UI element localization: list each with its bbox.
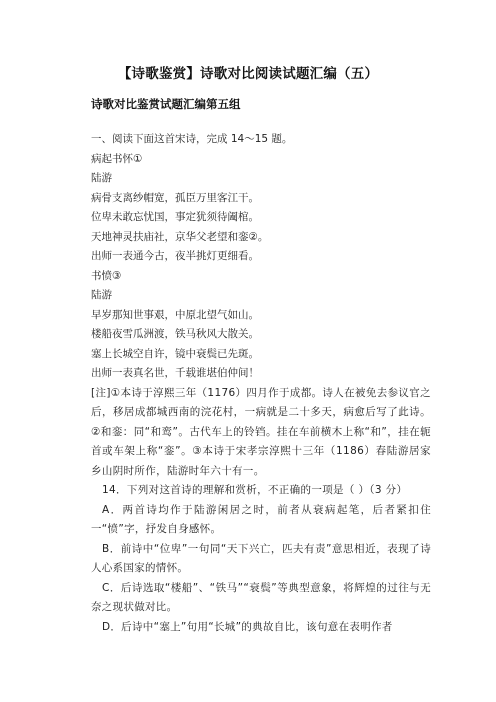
poem2-line: 出师一表真名世，千载谁堪伯仲间！ (91, 367, 259, 379)
annotation-note: [注]①本诗于淳熙三年（1176）四月作于成都。诗人在被免去参议官之后，移居成都城西南的浣花村，一病就是二十多天，病愈后写了此诗。②和銮：同“和鸾”。古代车上的铃铛。挂在车前横木上称“和”，挂在轭首或车架上称“銮”。③本诗于宋孝宗淳熙十三年（1186）春陆游居家乡山阴时所作，陆游时年六十有一。 (91, 386, 431, 477)
poem1-line: 天地神灵扶庙社，京华父老望和銮②。 (91, 230, 269, 243)
poem1-line: 出师一表通今古，夜半挑灯更细看。 (91, 250, 259, 262)
poem2-author: 陆游 (91, 289, 112, 301)
question-text: 14．下列对这首诗的理解和赏析，不正确的一项是（ ）（3 分） (102, 484, 408, 496)
section-subtitle: 诗歌对比鉴赏试题汇编第五组 (91, 97, 241, 111)
poem2-line: 塞上长城空自许，镜中衰鬓已先斑。 (91, 347, 259, 360)
option-c: C．后诗选取“楼船”、“铁马”“衰鬓”等典型意象，将辉煌的过往与无奈之现状做对比。 (91, 581, 431, 613)
option-d: D．后诗中“塞上”句用“长城”的典故自比，该句意在表明作者 (102, 620, 393, 633)
poem1-line: 病骨支离纱帽宽，孤臣万里客江干。 (91, 191, 259, 204)
poem2-line: 楼船夜雪瓜洲渡，铁马秋风大散关。 (91, 328, 259, 340)
poem2-title: 书愤③ (91, 269, 122, 282)
poem1-author: 陆游 (91, 172, 112, 184)
instruction-text: 一、阅读下面这首宋诗，完成 14～15 题。 (91, 133, 293, 145)
poem1-title: 病起书怀① (91, 152, 143, 165)
option-b: B．前诗中“位卑”一句同“天下兴亡，匹夫有责”意思相近，表现了诗人心系国家的情怀。 (91, 542, 431, 574)
page-title: 【诗歌鉴赏】诗歌对比阅读试题汇编（五） (117, 66, 379, 82)
poem2-line: 早岁那知世事艰，中原北望气如山。 (91, 308, 259, 321)
document-body (91, 130, 431, 637)
option-a: A．两首诗均作于陆游闲居之时，前者从衰病起笔，后者紧扣住一“愤”字，抒发自身感怀。 (91, 503, 431, 535)
poem1-line: 位卑未敢忘忧国，事定犹须待阖棺。 (91, 211, 259, 223)
